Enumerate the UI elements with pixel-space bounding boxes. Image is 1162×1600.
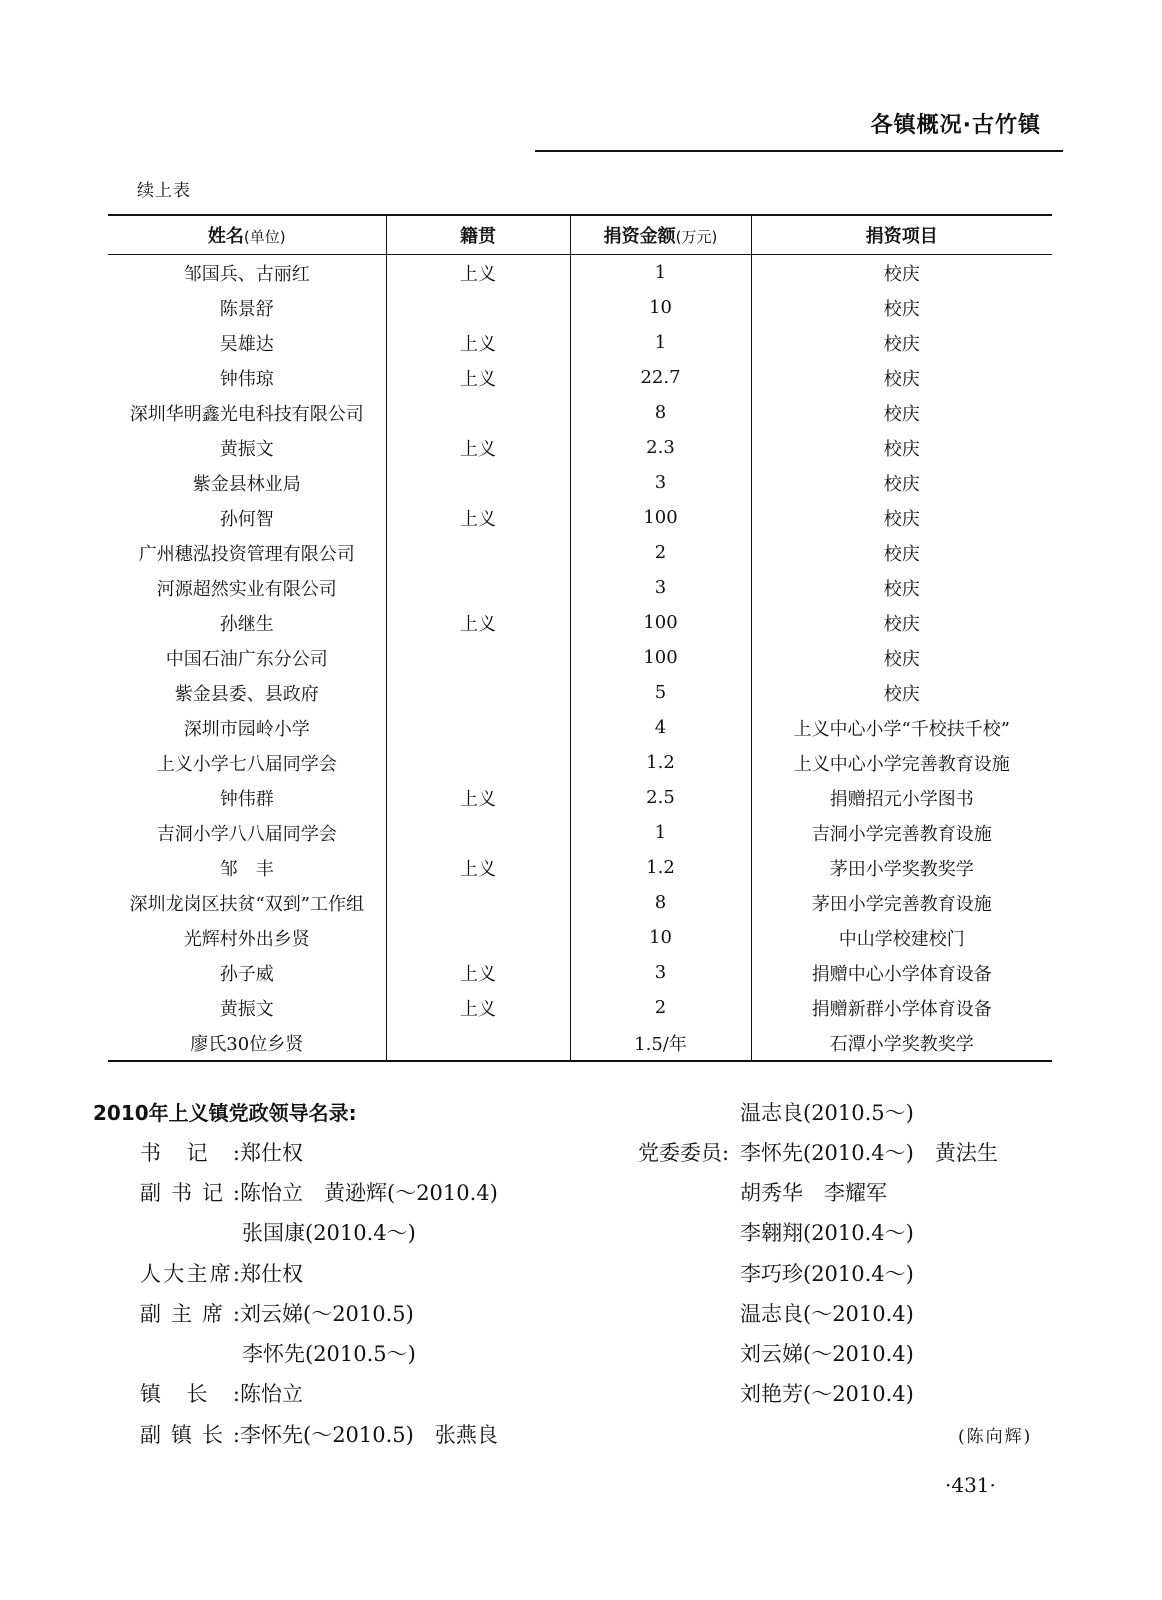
cell-project: 校庆 (751, 535, 1052, 570)
cell-name: 邹 丰 (219, 858, 274, 880)
cell-project: 校庆 (751, 325, 1052, 360)
cell-amount: 2 (570, 990, 751, 1025)
cell-name: 上义小学七八届同学会 (156, 753, 337, 775)
roster-vice-chair-2: 李怀先(2010.5～) (242, 1342, 416, 1366)
cell-project: 中山学校建校门 (751, 920, 1052, 955)
cell-project: 校庆 (751, 395, 1052, 430)
cell-project: 石潭小学奖教奖学 (751, 1025, 1052, 1061)
roster-deputy-mayor: 副镇长:李怀先(～2010.5) 张燕良 (140, 1423, 498, 1447)
cell-amount: 1.2 (570, 745, 751, 780)
col-header-name: 姓名(单位) (108, 215, 386, 255)
cell-name: 钟伟琼 (219, 368, 274, 390)
cell-name: 深圳华明鑫光电科技有限公司 (129, 403, 364, 425)
cell-name: 孙子威 (219, 963, 274, 985)
cell-amount: 10 (570, 920, 751, 955)
cell-origin: 上义 (386, 780, 570, 815)
cell-name: 紫金县委、县政府 (174, 683, 319, 705)
roster-deputy-secretary-2: 张国康(2010.4～) (242, 1221, 416, 1245)
cell-project: 校庆 (751, 605, 1052, 640)
cell-amount: 100 (570, 605, 751, 640)
cell-project: 校庆 (751, 430, 1052, 465)
col-header-amount: 捐资金额(万元) (570, 215, 751, 255)
cell-name: 光辉村外出乡贤 (183, 928, 310, 950)
roster-committee-label: 党委委员: (638, 1141, 730, 1165)
cell-amount: 8 (570, 885, 751, 920)
cell-name: 黄振文 (219, 998, 274, 1020)
cell-name: 河源超然实业有限公司 (156, 578, 337, 600)
roster-committee-item: 李翱翔(2010.4～) (740, 1221, 914, 1245)
cell-name: 吴雄达 (219, 333, 274, 355)
cell-project: 捐赠招元小学图书 (751, 780, 1052, 815)
cell-project: 上义中心小学“千校扶千校” (751, 710, 1052, 745)
cell-amount: 1 (570, 815, 751, 850)
cell-project: 捐赠新群小学体育设备 (751, 990, 1052, 1025)
cell-project: 校庆 (751, 360, 1052, 395)
cell-amount: 2.3 (570, 430, 751, 465)
cell-amount: 2 (570, 535, 751, 570)
cell-name: 孙何智 (219, 508, 274, 530)
cell-name: 中国石油广东分公司 (165, 648, 328, 670)
cell-amount: 10 (570, 290, 751, 325)
cell-name: 陈景舒 (219, 298, 274, 320)
cell-amount: 22.7 (570, 360, 751, 395)
roster-deputy-secretary: 副书记:陈怡立 黄逊辉(～2010.4) (140, 1181, 498, 1205)
cell-amount: 3 (570, 570, 751, 605)
cell-amount: 5 (570, 675, 751, 710)
roster-title: 2010年上义镇党政领导名录: (93, 1101, 357, 1125)
cell-project: 吉洞小学完善教育设施 (751, 815, 1052, 850)
cell-name: 吉洞小学八八届同学会 (156, 823, 337, 845)
cell-origin: 上义 (386, 360, 570, 395)
cell-project: 校庆 (751, 255, 1052, 291)
cell-amount: 2.5 (570, 780, 751, 815)
roster-secretary: 书记:郑仕权 (140, 1141, 303, 1165)
cell-name: 黄振文 (219, 438, 274, 460)
cell-origin: 上义 (386, 500, 570, 535)
cell-amount: 8 (570, 395, 751, 430)
cell-name: 深圳市园岭小学 (183, 718, 310, 740)
cell-amount: 1.5/年 (570, 1025, 751, 1061)
cell-project: 校庆 (751, 290, 1052, 325)
cell-name: 孙继生 (219, 613, 274, 635)
table-continued-label: 续上表 (137, 181, 191, 201)
cell-origin: 上义 (386, 325, 570, 360)
cell-name: 深圳龙岗区扶贫“双到”工作组 (129, 893, 364, 915)
col-header-project: 捐资项目 (751, 215, 1052, 255)
cell-project: 校庆 (751, 465, 1052, 500)
cell-amount: 1 (570, 325, 751, 360)
cell-origin: 上义 (386, 955, 570, 990)
cell-origin: 上义 (386, 255, 570, 291)
header-title: 各镇概况·古竹镇 (870, 113, 1041, 138)
cell-amount: 100 (570, 500, 751, 535)
cell-origin: 上义 (386, 990, 570, 1025)
cell-origin: 上义 (386, 430, 570, 465)
cell-project: 校庆 (751, 640, 1052, 675)
cell-amount: 100 (570, 640, 751, 675)
author-credit: (陈向辉) (958, 1427, 1033, 1447)
roster-right-top: 温志良(2010.5～) (740, 1101, 914, 1125)
cell-name: 紫金县林业局 (192, 473, 301, 495)
roster-committee-item: 李怀先(2010.4～) 黄法生 (740, 1141, 998, 1165)
col-header-origin: 籍贯 (386, 215, 570, 255)
cell-amount: 3 (570, 955, 751, 990)
cell-origin: 上义 (386, 605, 570, 640)
roster-committee-item: 胡秀华 李耀军 (740, 1181, 887, 1205)
cell-project: 上义中心小学完善教育设施 (751, 745, 1052, 780)
cell-project: 校庆 (751, 675, 1052, 710)
page-number: ·431· (945, 1473, 996, 1497)
cell-name: 廖氏30位乡贤 (108, 1025, 386, 1061)
roster-vice-chair: 副主席:刘云娣(～2010.5) (140, 1302, 414, 1326)
cell-project: 校庆 (751, 570, 1052, 605)
cell-project: 捐赠中心小学体育设备 (751, 955, 1052, 990)
cell-amount: 1.2 (570, 850, 751, 885)
roster-committee-item: 刘艳芳(～2010.4) (740, 1382, 914, 1406)
roster-committee-item: 温志良(～2010.4) (740, 1302, 914, 1326)
cell-project: 校庆 (751, 500, 1052, 535)
cell-name: 广州穗泓投资管理有限公司 (138, 543, 355, 565)
roster-committee-item: 李巧珍(2010.4～) (740, 1262, 914, 1286)
cell-name: 钟伟群 (219, 788, 274, 810)
cell-amount: 3 (570, 465, 751, 500)
cell-origin: 上义 (386, 850, 570, 885)
cell-amount: 4 (570, 710, 751, 745)
cell-name: 邹国兵、古丽红 (183, 263, 310, 285)
roster-committee-item: 刘云娣(～2010.4) (740, 1342, 914, 1366)
roster-mayor: 镇长:陈怡立 (140, 1382, 303, 1406)
cell-project: 茅田小学完善教育设施 (751, 885, 1052, 920)
cell-amount: 1 (570, 255, 751, 291)
cell-project: 茅田小学奖教奖学 (751, 850, 1052, 885)
roster-npc-chair: 人大主席:郑仕权 (140, 1262, 303, 1286)
